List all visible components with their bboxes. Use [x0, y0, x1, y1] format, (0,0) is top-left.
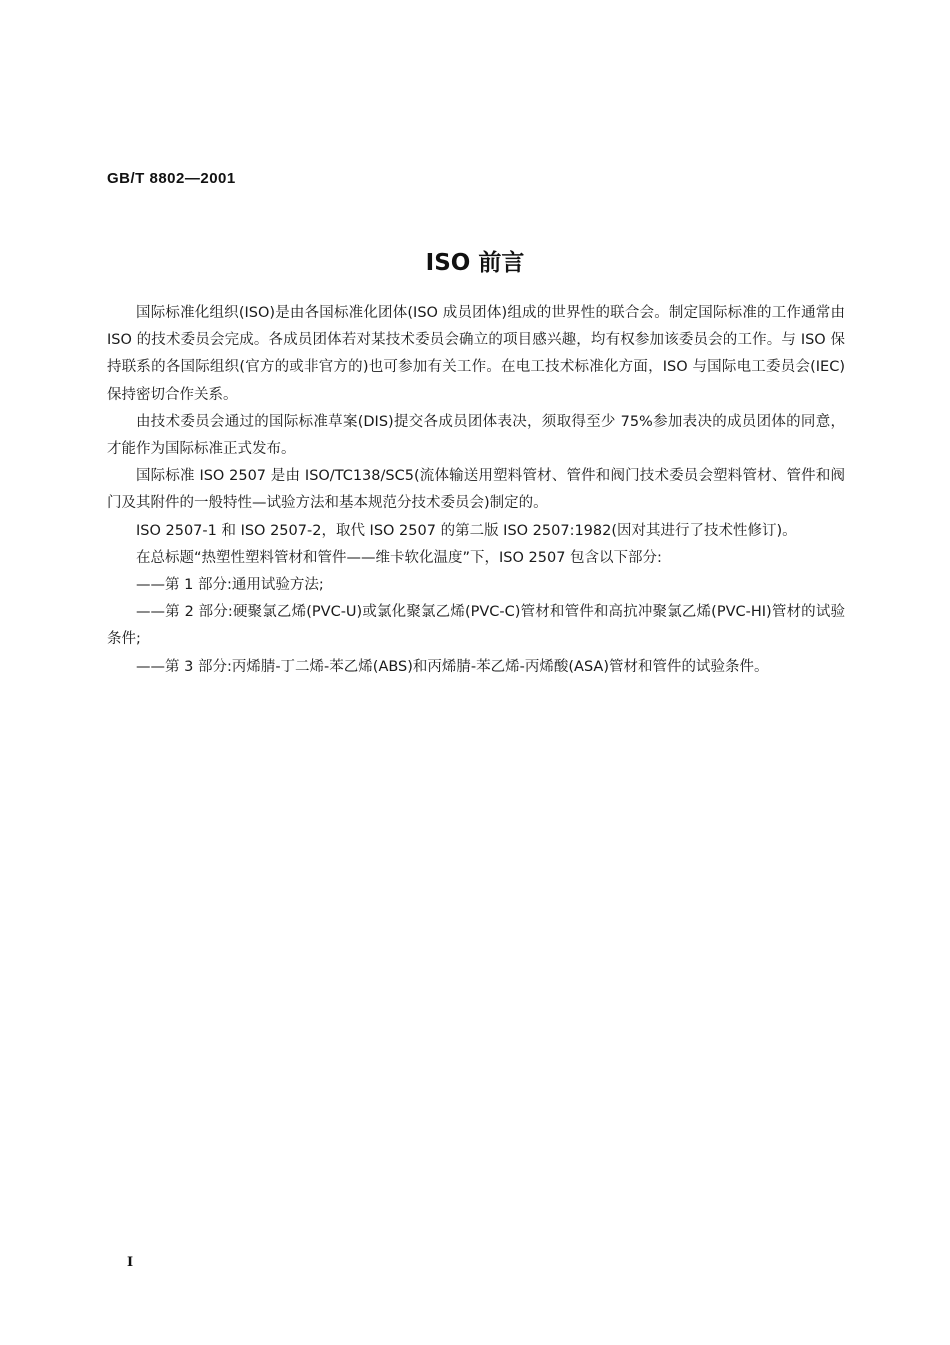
- paragraph-iso-2507-origin: 国际标准 ISO 2507 是由 ISO/TC138/SC5(流体输送用塑料管材、管件和阀门技术委员会塑料管材、管件和阀门及其附件的一般特性—试验方法和基本规范分技术委员会)制定的。: [107, 468, 845, 512]
- paragraph-replacement: ISO 2507-1 和 ISO 2507-2，取代 ISO 2507 的第二版 ISO 2507:1982(因对其进行了技术性修订)。: [136, 522, 797, 539]
- paragraph-iso-organization: 国际标准化组织(ISO)是由各国标准化团体(ISO 成员团体)组成的世界性的联合会。制定国际标准的工作通常由 ISO 的技术委员会完成。各成员团体若对某技术委员会确立的项目感兴趣，均有权参加该委员会的工作。与 ISO 保持联系的各国际组织(官方的或非官方的)也可参加有关工作。在电工技术标准化方面，ISO 与国际电工委员会(IEC)保持密切合作关系。: [107, 305, 845, 403]
- page-title: ISO 前言: [425, 250, 525, 276]
- preface-body: [107, 300, 845, 681]
- page-number: I: [127, 1255, 134, 1270]
- standard-code: GB/T 8802—2001: [107, 170, 236, 187]
- list-item-part-3: ——第 3 部分:丙烯腈-丁二烯-苯乙烯(ABS)和丙烯腈-苯乙烯-丙烯酸(ASA)管材和管件的试验条件。: [136, 658, 769, 675]
- list-item-part-1: ——第 1 部分:通用试验方法;: [136, 577, 324, 594]
- list-item-part-2: ——第 2 部分:硬聚氯乙烯(PVC-U)或氯化聚氯乙烯(PVC-C)管材和管件和高抗冲聚氯乙烯(PVC-HI)管材的试验条件;: [107, 604, 845, 648]
- paragraph-dis-voting: 由技术委员会通过的国际标准草案(DIS)提交各成员团体表决，须取得至少 75%参加表决的成员团体的同意，才能作为国际标准正式发布。: [107, 413, 845, 458]
- paragraph-parts-intro: 在总标题“热塑性塑料管材和管件——维卡软化温度”下，ISO 2507 包含以下部分:: [136, 549, 662, 566]
